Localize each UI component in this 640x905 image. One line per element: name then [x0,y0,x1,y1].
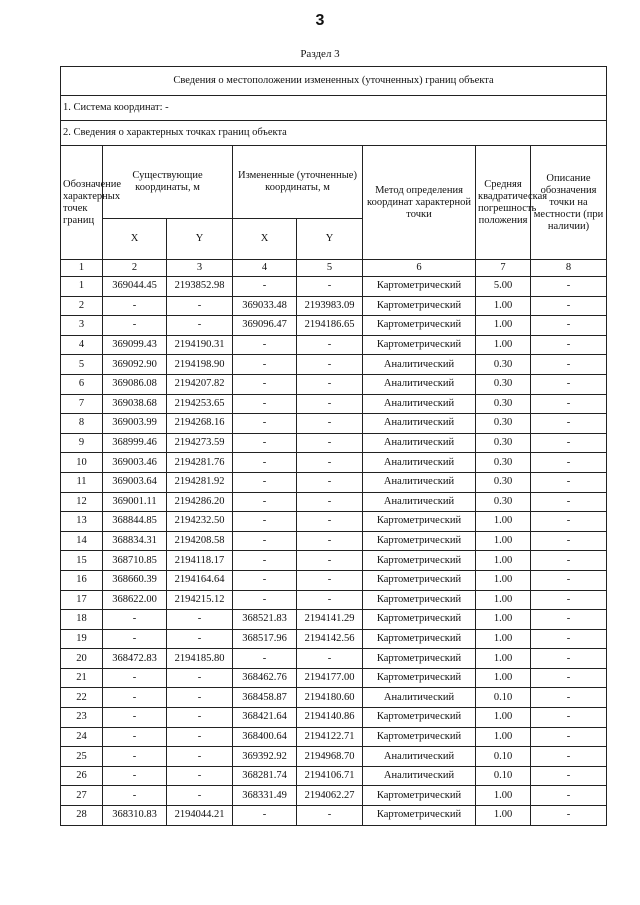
existing-x-cell: - [103,786,167,806]
method-cell: Аналитический [363,414,476,434]
mean-error-cell: 0.30 [476,355,531,375]
existing-x-cell: 369092.90 [103,355,167,375]
existing-y-cell: - [167,766,233,786]
changed-x-cell: - [233,570,297,590]
existing-x-cell: 369086.08 [103,374,167,394]
changed-x-cell: - [233,512,297,532]
changed-x-cell: 369033.48 [233,296,297,316]
changed-x-cell: 368281.74 [233,766,297,786]
changed-x-cell: - [233,453,297,473]
mean-error-cell: 0.30 [476,492,531,512]
table-row [61,786,607,806]
description-cell: - [531,668,607,688]
method-cell: Аналитический [363,747,476,767]
mean-error-cell: 1.00 [476,512,531,532]
changed-y-cell: - [297,472,363,492]
changed-y-cell: 2194140.86 [297,708,363,728]
point-number-cell: 9 [61,433,103,453]
existing-x-cell: 368472.83 [103,649,167,669]
point-number-cell: 5 [61,355,103,375]
table-row [61,551,607,571]
table-row [61,727,607,747]
method-cell: Картометрический [363,649,476,669]
changed-y-cell: - [297,335,363,355]
point-number-cell: 17 [61,590,103,610]
coordinate-system: 1. Система координат: - [61,96,607,121]
changed-y-cell: 2194180.60 [297,688,363,708]
description-cell: - [531,433,607,453]
existing-x-cell: 368310.83 [103,806,167,826]
description-cell: - [531,472,607,492]
changed-y-cell: - [297,277,363,297]
existing-y-cell: 2194044.21 [167,806,233,826]
column-number: 1 [61,260,103,277]
mean-error-cell: 0.30 [476,472,531,492]
column-number: 8 [531,260,607,277]
existing-x-cell: 369001.11 [103,492,167,512]
existing-y-cell: 2194208.58 [167,531,233,551]
point-number-cell: 15 [61,551,103,571]
mean-error-cell: 0.10 [476,688,531,708]
existing-y-cell: 2194118.17 [167,551,233,571]
changed-y-cell: - [297,649,363,669]
existing-x-cell: 369099.43 [103,335,167,355]
header-existing-x: X [103,219,167,260]
mean-error-cell: 1.00 [476,551,531,571]
existing-x-cell: 368834.31 [103,531,167,551]
method-cell: Аналитический [363,492,476,512]
mean-error-cell: 1.00 [476,806,531,826]
existing-x-cell: - [103,747,167,767]
changed-x-cell: 368517.96 [233,629,297,649]
table-row [61,492,607,512]
existing-y-cell: - [167,727,233,747]
column-number: 3 [167,260,233,277]
description-cell: - [531,688,607,708]
changed-x-cell: - [233,590,297,610]
column-number: 7 [476,260,531,277]
method-cell: Картометрический [363,668,476,688]
changed-x-cell: - [233,551,297,571]
method-cell: Картометрический [363,335,476,355]
description-cell: - [531,394,607,414]
mean-error-cell: 1.00 [476,531,531,551]
existing-y-cell: 2194215.12 [167,590,233,610]
existing-y-cell: - [167,296,233,316]
table-row [61,374,607,394]
mean-error-cell: 1.00 [476,727,531,747]
mean-error-cell: 1.00 [476,590,531,610]
mean-error-cell: 1.00 [476,629,531,649]
point-number-cell: 1 [61,277,103,297]
existing-y-cell: - [167,316,233,336]
table-row [61,649,607,669]
table-row [61,570,607,590]
changed-x-cell: 369096.47 [233,316,297,336]
method-cell: Картометрический [363,727,476,747]
method-cell: Картометрический [363,316,476,336]
changed-y-cell: 2194062.27 [297,786,363,806]
point-number-cell: 11 [61,472,103,492]
table-row [61,688,607,708]
changed-y-cell: - [297,570,363,590]
existing-x-cell: 368622.00 [103,590,167,610]
table-row [61,708,607,728]
mean-error-cell: 1.00 [476,570,531,590]
method-cell: Аналитический [363,472,476,492]
table-row [61,590,607,610]
changed-x-cell: 369392.92 [233,747,297,767]
column-number: 6 [363,260,476,277]
description-cell: - [531,492,607,512]
existing-x-cell: 369044.45 [103,277,167,297]
description-cell: - [531,316,607,336]
existing-x-cell: - [103,688,167,708]
table-row [61,610,607,630]
header-description: Описание обозначения точки на местности (при наличии) [531,146,607,260]
points-heading: 2. Сведения о характерных точках границ объекта [61,121,607,146]
table-row [61,629,607,649]
changed-y-cell: 2194177.00 [297,668,363,688]
changed-y-cell: - [297,394,363,414]
header-point-designation: Обозначение характерных точек границ [61,146,103,260]
table-row [61,433,607,453]
existing-y-cell: 2194207.82 [167,374,233,394]
description-cell: - [531,296,607,316]
changed-y-cell: 2193983.09 [297,296,363,316]
mean-error-cell: 0.30 [476,414,531,434]
column-numbers-row [61,260,607,277]
changed-x-cell: 368462.76 [233,668,297,688]
changed-x-cell: - [233,649,297,669]
point-number-cell: 25 [61,747,103,767]
existing-x-cell: 369038.68 [103,394,167,414]
column-number: 5 [297,260,363,277]
changed-y-cell: - [297,512,363,532]
mean-error-cell: 1.00 [476,649,531,669]
mean-error-cell: 1.00 [476,610,531,630]
existing-y-cell: - [167,688,233,708]
existing-x-cell: - [103,708,167,728]
description-cell: - [531,277,607,297]
existing-x-cell: - [103,296,167,316]
changed-y-cell: 2194106.71 [297,766,363,786]
changed-x-cell: - [233,374,297,394]
description-cell: - [531,629,607,649]
table-row [61,668,607,688]
point-number-cell: 8 [61,414,103,434]
mean-error-cell: 0.10 [476,747,531,767]
method-cell: Картометрический [363,277,476,297]
changed-y-cell: - [297,590,363,610]
point-number-cell: 24 [61,727,103,747]
header-existing-coords: Существующие координаты, м [103,146,233,219]
existing-y-cell: - [167,786,233,806]
existing-y-cell: 2194268.16 [167,414,233,434]
changed-y-cell: - [297,414,363,434]
changed-y-cell: 2194186.65 [297,316,363,336]
existing-x-cell: 368710.85 [103,551,167,571]
existing-x-cell: 369003.99 [103,414,167,434]
table-row [61,335,607,355]
changed-x-cell: - [233,806,297,826]
description-cell: - [531,551,607,571]
description-cell: - [531,374,607,394]
method-cell: Картометрический [363,531,476,551]
description-cell: - [531,590,607,610]
method-cell: Картометрический [363,786,476,806]
method-cell: Аналитический [363,453,476,473]
mean-error-cell: 1.00 [476,668,531,688]
mean-error-cell: 1.00 [476,296,531,316]
method-cell: Картометрический [363,708,476,728]
existing-x-cell: 368999.46 [103,433,167,453]
changed-x-cell: 368421.64 [233,708,297,728]
header-changed-y: Y [297,219,363,260]
changed-y-cell: - [297,453,363,473]
changed-x-cell: - [233,472,297,492]
page-number: 3 [315,12,325,29]
column-number: 2 [103,260,167,277]
point-number-cell: 14 [61,531,103,551]
point-number-cell: 2 [61,296,103,316]
point-number-cell: 3 [61,316,103,336]
method-cell: Картометрический [363,610,476,630]
point-number-cell: 13 [61,512,103,532]
point-number-cell: 20 [61,649,103,669]
method-cell: Картометрический [363,570,476,590]
existing-y-cell: 2193852.98 [167,277,233,297]
mean-error-cell: 1.00 [476,316,531,336]
column-number: 4 [233,260,297,277]
mean-error-cell: 0.10 [476,766,531,786]
description-cell: - [531,335,607,355]
section-title: Раздел 3 [300,48,340,60]
header-changed-x: X [233,219,297,260]
changed-x-cell: - [233,531,297,551]
existing-y-cell: - [167,668,233,688]
existing-x-cell: - [103,316,167,336]
existing-x-cell: 369003.46 [103,453,167,473]
changed-x-cell: - [233,335,297,355]
existing-x-cell: - [103,668,167,688]
method-cell: Аналитический [363,433,476,453]
point-number-cell: 21 [61,668,103,688]
changed-x-cell: 368400.64 [233,727,297,747]
existing-y-cell: 2194164.64 [167,570,233,590]
description-cell: - [531,610,607,630]
point-number-cell: 23 [61,708,103,728]
changed-y-cell: 2194142.56 [297,629,363,649]
method-cell: Картометрический [363,551,476,571]
point-number-cell: 16 [61,570,103,590]
existing-y-cell: 2194273.59 [167,433,233,453]
boundary-points-table [60,66,607,826]
existing-y-cell: 2194281.92 [167,472,233,492]
changed-x-cell: - [233,394,297,414]
description-cell: - [531,531,607,551]
header-mean-error: Средняя квадратическая погрешность положения [476,146,531,260]
table-row [61,355,607,375]
existing-x-cell: - [103,629,167,649]
method-cell: Картометрический [363,296,476,316]
existing-y-cell: - [167,708,233,728]
changed-y-cell: - [297,492,363,512]
method-cell: Аналитический [363,355,476,375]
table-row [61,747,607,767]
mean-error-cell: 1.00 [476,786,531,806]
changed-y-cell: 2194968.70 [297,747,363,767]
changed-y-cell: - [297,433,363,453]
table-row [61,414,607,434]
table-row [61,766,607,786]
existing-y-cell: 2194232.50 [167,512,233,532]
changed-y-cell: - [297,355,363,375]
table-row [61,531,607,551]
mean-error-cell: 1.00 [476,335,531,355]
existing-y-cell: 2194286.20 [167,492,233,512]
header-method: Метод определения координат характерной точки [363,146,476,260]
changed-x-cell: - [233,433,297,453]
existing-x-cell: - [103,727,167,747]
header-changed-coords: Измененные (уточненные) координаты, м [233,146,363,219]
table-row [61,277,607,297]
existing-y-cell: 2194198.90 [167,355,233,375]
existing-x-cell: 368660.39 [103,570,167,590]
description-cell: - [531,747,607,767]
point-number-cell: 4 [61,335,103,355]
point-number-cell: 10 [61,453,103,473]
mean-error-cell: 0.30 [476,394,531,414]
changed-y-cell: - [297,806,363,826]
existing-y-cell: 2194190.31 [167,335,233,355]
description-cell: - [531,570,607,590]
existing-y-cell: - [167,629,233,649]
existing-y-cell: - [167,610,233,630]
existing-y-cell: - [167,747,233,767]
method-cell: Аналитический [363,394,476,414]
existing-y-cell: 2194281.76 [167,453,233,473]
table-row [61,316,607,336]
method-cell: Картометрический [363,806,476,826]
header-existing-y: Y [167,219,233,260]
existing-x-cell: - [103,766,167,786]
changed-x-cell: - [233,414,297,434]
table-body [61,277,607,826]
changed-y-cell: 2194122.71 [297,727,363,747]
existing-y-cell: 2194253.65 [167,394,233,414]
changed-x-cell: - [233,355,297,375]
table-row [61,472,607,492]
existing-x-cell: 369003.64 [103,472,167,492]
method-cell: Аналитический [363,688,476,708]
existing-x-cell: 368844.85 [103,512,167,532]
mean-error-cell: 1.00 [476,708,531,728]
description-cell: - [531,766,607,786]
table-title: Сведения о местоположении измененных (уточненных) границ объекта [61,67,607,96]
point-number-cell: 28 [61,806,103,826]
point-number-cell: 22 [61,688,103,708]
changed-y-cell: - [297,531,363,551]
table-header [61,67,607,277]
point-number-cell: 7 [61,394,103,414]
changed-y-cell: - [297,551,363,571]
table-row [61,296,607,316]
changed-x-cell: 368331.49 [233,786,297,806]
description-cell: - [531,786,607,806]
point-number-cell: 12 [61,492,103,512]
description-cell: - [531,727,607,747]
description-cell: - [531,512,607,532]
description-cell: - [531,355,607,375]
method-cell: Картометрический [363,590,476,610]
method-cell: Аналитический [363,374,476,394]
existing-y-cell: 2194185.80 [167,649,233,669]
changed-x-cell: - [233,492,297,512]
point-number-cell: 18 [61,610,103,630]
mean-error-cell: 0.30 [476,433,531,453]
point-number-cell: 19 [61,629,103,649]
changed-x-cell: 368521.83 [233,610,297,630]
method-cell: Картометрический [363,629,476,649]
changed-y-cell: - [297,374,363,394]
changed-y-cell: 2194141.29 [297,610,363,630]
mean-error-cell: 5.00 [476,277,531,297]
description-cell: - [531,649,607,669]
description-cell: - [531,453,607,473]
table-row [61,806,607,826]
point-number-cell: 27 [61,786,103,806]
changed-x-cell: 368458.87 [233,688,297,708]
table-row [61,512,607,532]
method-cell: Картометрический [363,512,476,532]
description-cell: - [531,414,607,434]
table-row [61,394,607,414]
mean-error-cell: 0.30 [476,374,531,394]
description-cell: - [531,708,607,728]
point-number-cell: 26 [61,766,103,786]
existing-x-cell: - [103,610,167,630]
point-number-cell: 6 [61,374,103,394]
method-cell: Аналитический [363,766,476,786]
changed-x-cell: - [233,277,297,297]
description-cell: - [531,806,607,826]
table-row [61,453,607,473]
mean-error-cell: 0.30 [476,453,531,473]
